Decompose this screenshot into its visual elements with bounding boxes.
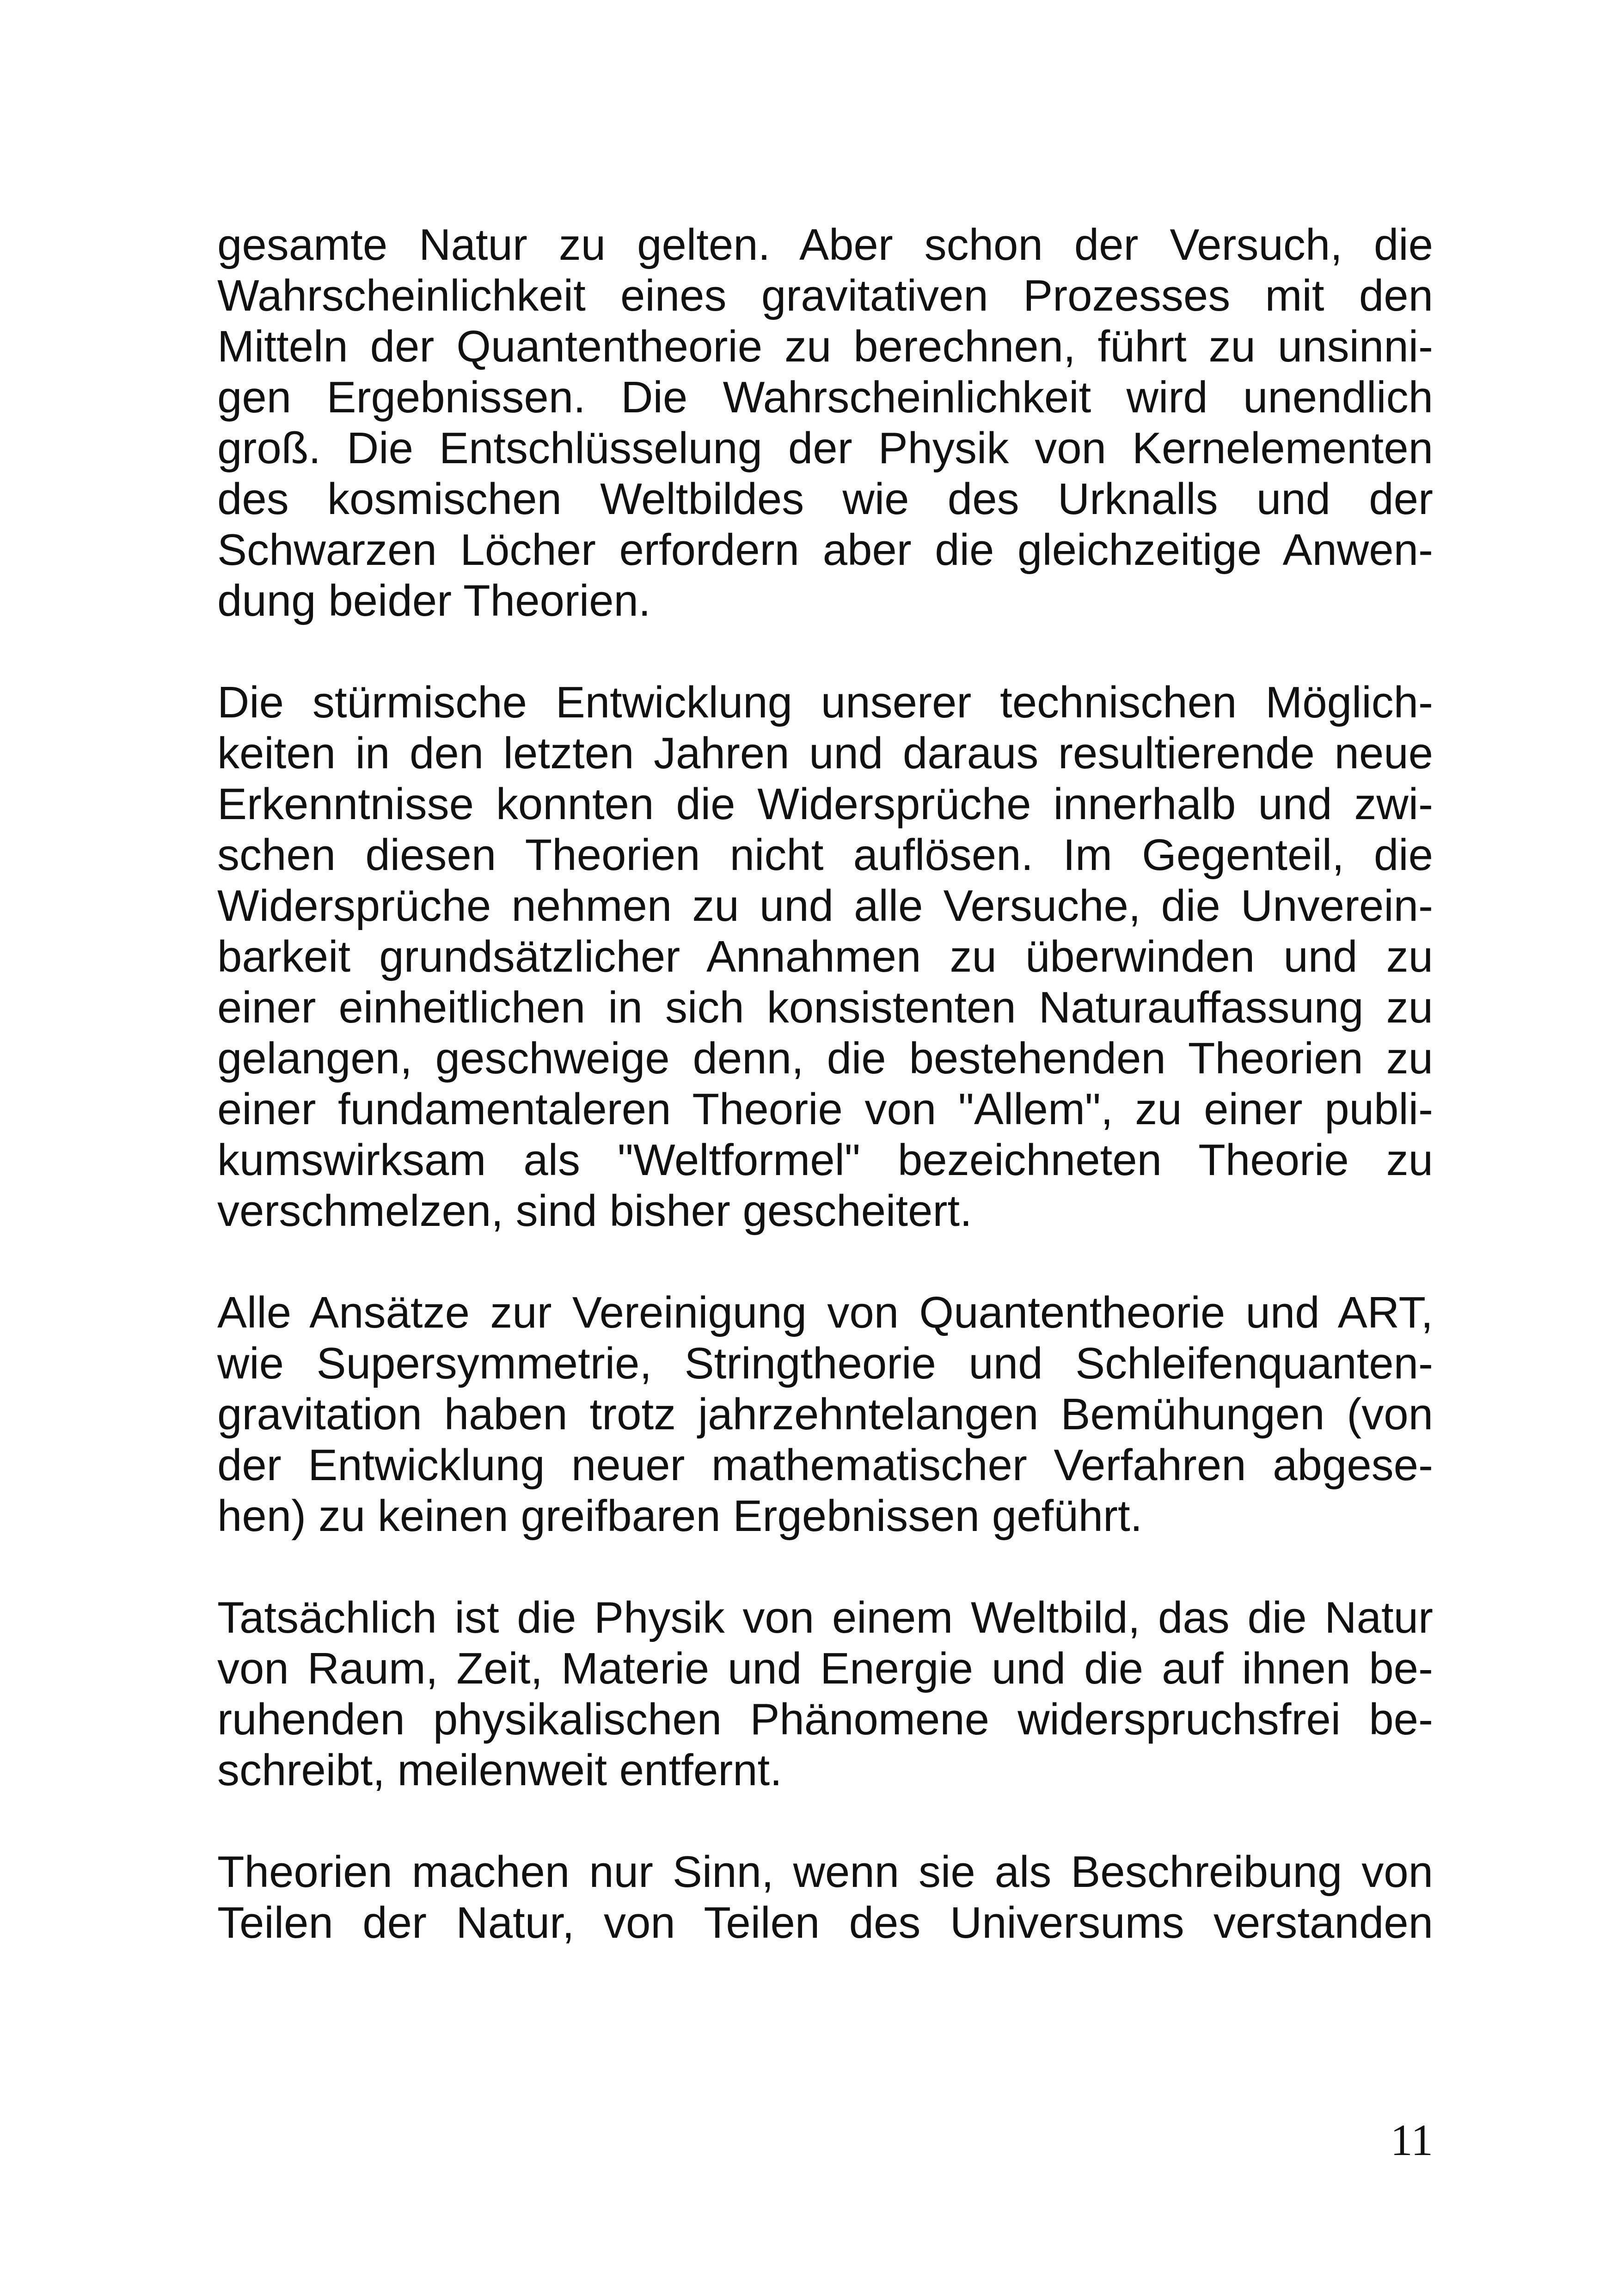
text-line: Die stürmische Entwicklung unserer technischen Möglich- — [217, 678, 1433, 727]
text-line: Mitteln der Quantentheorie zu berechnen, führt zu unsinni- — [217, 322, 1433, 371]
text-line: gesamte Natur zu gelten. Aber schon der Versuch, die — [217, 220, 1433, 269]
paragraph — [217, 677, 1433, 1237]
text-line: Widersprüche nehmen zu und alle Versuche, die Unverein- — [217, 881, 1433, 931]
text-line: Schwarzen Löcher erfordern aber die gleichzeitige Anwen- — [217, 525, 1433, 575]
text-line: kumswirksam als "Weltformel" bezeichneten Theorie zu — [217, 1135, 1433, 1185]
page-number: 11 — [1390, 2115, 1433, 2165]
text-line: groß. Die Entschlüsselung der Physik von Kernelementen — [217, 423, 1433, 473]
text-line: des kosmischen Weltbildes wie des Urknalls und der — [217, 474, 1433, 524]
text-line: schen diesen Theorien nicht auflösen. Im Gegenteil, die — [217, 830, 1433, 880]
text-line: Alle Ansätze zur Vereinigung von Quantentheorie und ART, — [217, 1288, 1433, 1337]
text-line: barkeit grundsätzlicher Annahmen zu überwinden und zu — [217, 932, 1433, 981]
text-line: keiten in den letzten Jahren und daraus resultierende neue — [217, 729, 1433, 778]
text-line: gelangen, geschweige denn, die bestehenden Theorien zu — [217, 1034, 1433, 1083]
text-line: schreibt, meilenweit entfernt. — [217, 1745, 782, 1795]
text-line: einer fundamentaleren Theorie von "Allem", zu einer publi- — [217, 1084, 1433, 1134]
text-line: von Raum, Zeit, Materie und Energie und die auf ihnen be- — [217, 1644, 1433, 1693]
text-line: einer einheitlichen in sich konsistenten Naturauffassung zu — [217, 983, 1433, 1032]
text-line: Teilen der Natur, von Teilen des Universums verstanden — [217, 1898, 1433, 1947]
text-line: verschmelzen, sind bisher gescheitert. — [217, 1186, 972, 1236]
text-line: der Entwicklung neuer mathematischer Verfahren abgese- — [217, 1440, 1433, 1490]
text-line: ruhenden physikalischen Phänomene widerspruchsfrei be- — [217, 1695, 1433, 1744]
text-line: dung beider Theorien. — [217, 576, 651, 625]
text-line: Erkenntnisse konnten die Widersprüche innerhalb und zwi- — [217, 779, 1433, 829]
paragraph — [217, 1287, 1433, 1542]
text-line: Theorien machen nur Sinn, wenn sie als Beschreibung von — [217, 1847, 1433, 1897]
paragraph — [217, 220, 1433, 626]
text-line: gravitation haben trotz jahrzehntelangen Bemühungen (von — [217, 1390, 1433, 1439]
text-line: Tatsächlich ist die Physik von einem Weltbild, das die Natur — [217, 1593, 1433, 1642]
paragraph — [217, 1592, 1433, 1796]
text-line: Wahrscheinlichkeit eines gravitativen Prozesses mit den — [217, 271, 1433, 320]
text-line: gen Ergebnissen. Die Wahrscheinlichkeit wird unendlich — [217, 373, 1433, 422]
body-text — [217, 220, 1433, 1999]
paragraph — [217, 1847, 1433, 1948]
text-line: hen) zu keinen greifbaren Ergebnissen geführt. — [217, 1491, 1143, 1541]
text-line: wie Supersymmetrie, Stringtheorie und Schleifenquanten- — [217, 1339, 1433, 1388]
